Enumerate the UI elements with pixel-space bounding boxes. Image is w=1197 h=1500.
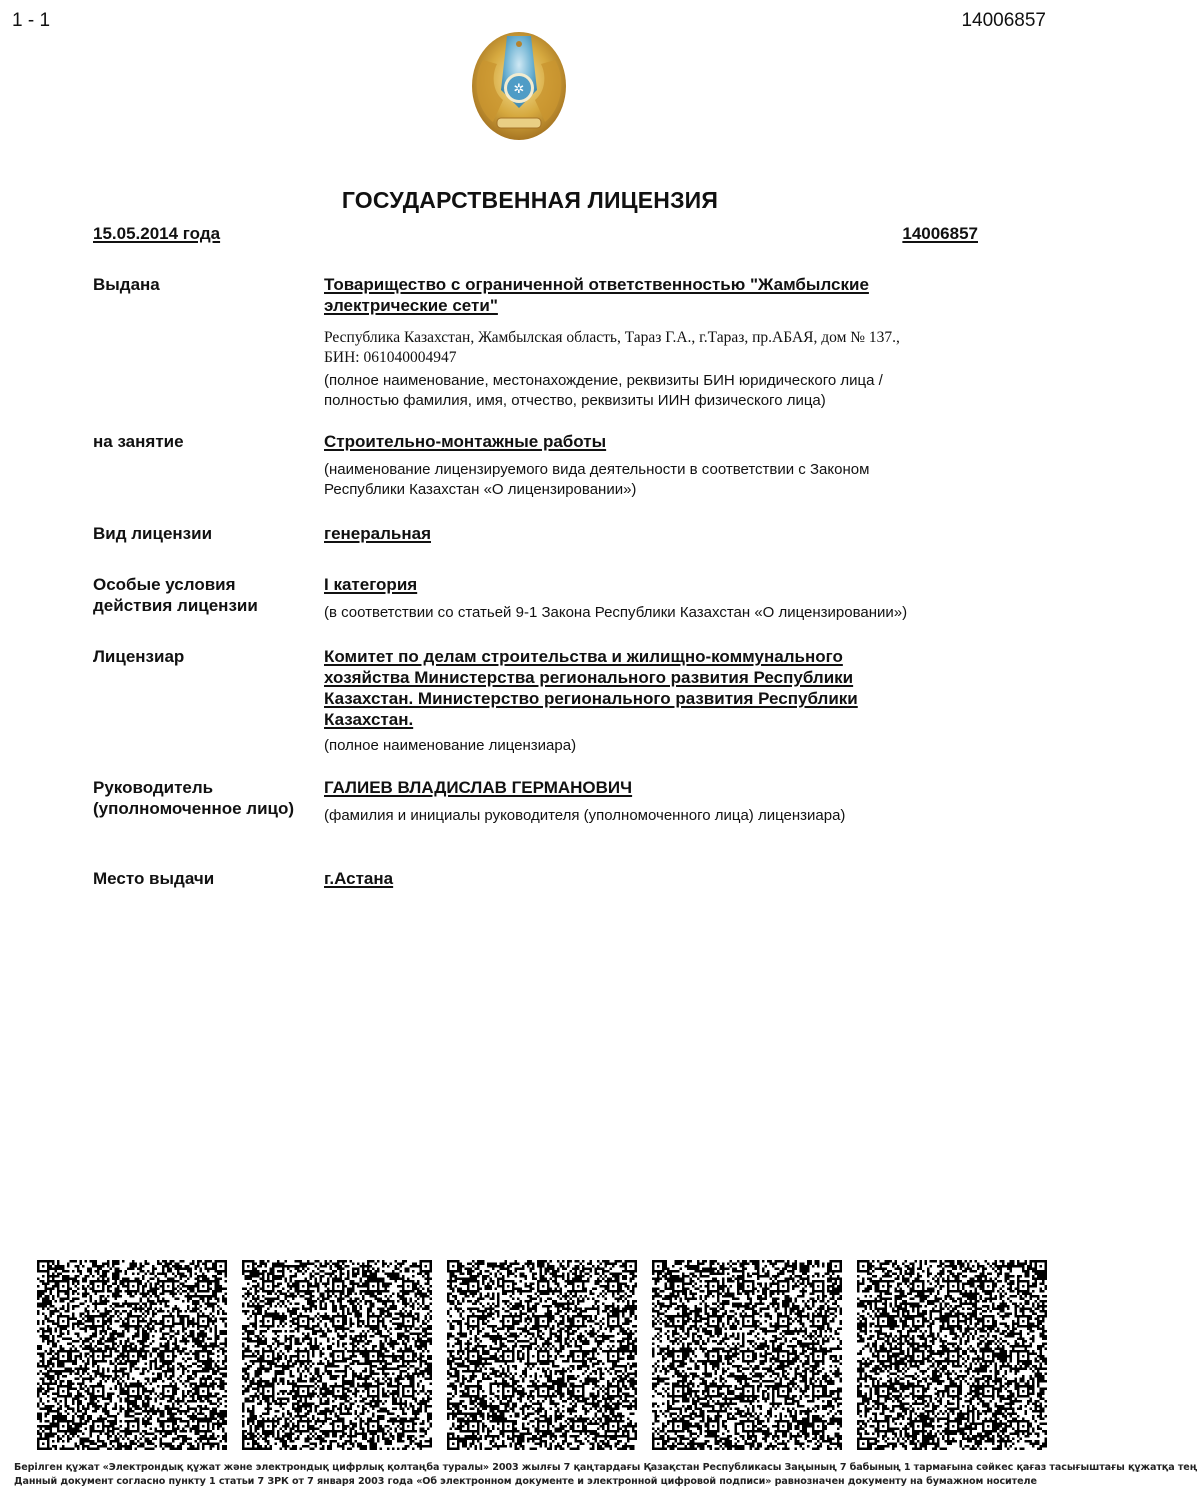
qr-finder-marker (402, 1350, 415, 1363)
qr-finder-marker (127, 1350, 140, 1363)
qr-finder-marker (127, 1280, 140, 1293)
license-type-label: Вид лицензии (93, 524, 213, 543)
qr-finder-marker (572, 1385, 585, 1398)
qr-finder-marker (92, 1280, 105, 1293)
qr-finder-marker (467, 1420, 480, 1433)
issued-to-address (324, 328, 1004, 368)
qr-finder-marker (812, 1350, 825, 1363)
qr-finder-marker (297, 1350, 310, 1363)
place-label: Место выдачи (93, 869, 215, 888)
qr-code-3 (447, 1260, 637, 1450)
qr-finder-marker (912, 1315, 925, 1328)
qr-finder-marker (652, 1260, 665, 1273)
head-label-line-2: (уполномоченное лицо) (93, 799, 295, 818)
qr-finder-marker (777, 1385, 790, 1398)
qr-finder-marker (262, 1420, 275, 1433)
qr-finder-marker (912, 1350, 925, 1363)
head-label-line-1: Руководитель (93, 778, 214, 797)
licensor-label: Лицензиар (93, 647, 185, 666)
activity-note-line-2: Республики Казахстан «О лицензировании») (324, 481, 637, 498)
qr-finder-marker (402, 1315, 415, 1328)
qr-finder-marker (92, 1420, 105, 1433)
qr-finder-marker (402, 1280, 415, 1293)
qr-finder-marker (197, 1350, 210, 1363)
qr-code-5 (857, 1260, 1047, 1450)
qr-finder-marker (947, 1315, 960, 1328)
qr-finder-marker (57, 1315, 70, 1328)
qr-code-1 (37, 1260, 227, 1450)
qr-finder-marker (625, 1260, 638, 1273)
qr-finder-marker (127, 1315, 140, 1328)
qr-finder-marker (467, 1315, 480, 1328)
qr-finder-marker (812, 1280, 825, 1293)
qr-finder-marker (297, 1385, 310, 1398)
qr-finder-marker (572, 1315, 585, 1328)
qr-finder-marker (57, 1350, 70, 1363)
legal-footer (14, 1461, 1197, 1489)
qr-finder-marker (572, 1420, 585, 1433)
qr-code-4 (652, 1260, 842, 1450)
qr-finder-marker (502, 1350, 515, 1363)
qr-finder-marker (37, 1438, 50, 1451)
qr-finder-marker (707, 1385, 720, 1398)
qr-finder-marker (242, 1438, 255, 1451)
qr-finder-marker (262, 1280, 275, 1293)
qr-finder-marker (982, 1385, 995, 1398)
qr-finder-marker (777, 1280, 790, 1293)
head-note: (фамилия и инициалы руководителя (уполномоченного лица) лицензиара) (324, 807, 846, 824)
licensor-line-3: Казахстан. Министерство регионального развития Республики (324, 689, 858, 708)
license-type-value: генеральная (324, 524, 431, 543)
qr-finder-marker (402, 1420, 415, 1433)
qr-finder-marker (537, 1350, 550, 1363)
qr-finder-marker (502, 1280, 515, 1293)
qr-finder-marker (57, 1280, 70, 1293)
qr-finder-marker (162, 1280, 175, 1293)
qr-code-row (37, 1260, 1047, 1450)
special-conditions-note: (в соответствии со статьей 9-1 Закона Республики Казахстан «О лицензировании») (324, 604, 908, 621)
qr-finder-marker (877, 1385, 890, 1398)
qr-finder-marker (857, 1260, 870, 1273)
address-line-2: БИН: 061040004947 (324, 349, 457, 366)
special-conditions-value: I категория (324, 575, 418, 594)
qr-finder-marker (537, 1385, 550, 1398)
qr-finder-marker (607, 1315, 620, 1328)
qr-finder-marker (742, 1420, 755, 1433)
qr-finder-marker (707, 1315, 720, 1328)
issued-to-line-1: Товарищество с ограниченной ответственностью "Жамбылские (324, 275, 869, 294)
licensor-line-2: хозяйства Министерства регионального развития Республики (324, 668, 854, 687)
special-conditions-label-line-2: действия лицензии (93, 596, 258, 615)
qr-finder-marker (912, 1420, 925, 1433)
qr-finder-marker (57, 1420, 70, 1433)
qr-finder-marker (607, 1385, 620, 1398)
qr-finder-marker (947, 1350, 960, 1363)
qr-finder-marker (367, 1385, 380, 1398)
qr-finder-marker (947, 1385, 960, 1398)
address-line-1: Республика Казахстан, Жамбылская область, Тараз Г.А., г.Тараз, пр.АБАЯ, дом № 137., (324, 329, 900, 346)
qr-finder-marker (502, 1420, 515, 1433)
qr-finder-marker (502, 1385, 515, 1398)
qr-finder-marker (982, 1280, 995, 1293)
qr-finder-marker (857, 1438, 870, 1451)
qr-finder-marker (332, 1280, 345, 1293)
special-conditions-label (93, 574, 258, 616)
qr-finder-marker (502, 1315, 515, 1328)
qr-finder-marker (982, 1420, 995, 1433)
qr-code-2 (242, 1260, 432, 1450)
page-index: 1 - 1 (12, 10, 51, 31)
qr-finder-marker (742, 1280, 755, 1293)
qr-finder-marker (877, 1315, 890, 1328)
qr-finder-marker (297, 1420, 310, 1433)
license-number: 14006857 (902, 224, 978, 243)
issued-to-note-line-1: (полное наименование, местонахождение, реквизиты БИН юридического лица / (324, 372, 883, 389)
qr-finder-marker (912, 1280, 925, 1293)
qr-finder-marker (127, 1420, 140, 1433)
qr-finder-marker (197, 1420, 210, 1433)
qr-finder-marker (332, 1385, 345, 1398)
qr-finder-marker (777, 1315, 790, 1328)
qr-finder-marker (37, 1260, 50, 1273)
qr-finder-marker (297, 1315, 310, 1328)
activity-label: на занятие (93, 432, 184, 451)
activity-value: Строительно-монтажные работы (324, 432, 607, 451)
footer-line-ru: Данный документ согласно пункту 1 статьи 7 ЗРК от 7 января 2003 года «Об электронном документе и электронной цифровой подписи» равнозначен документу на бумажном носителе (14, 1476, 1037, 1487)
qr-finder-marker (92, 1315, 105, 1328)
qr-finder-marker (447, 1260, 460, 1273)
qr-finder-marker (297, 1280, 310, 1293)
qr-finder-marker (197, 1315, 210, 1328)
qr-finder-marker (707, 1420, 720, 1433)
qr-finder-marker (877, 1350, 890, 1363)
qr-finder-marker (537, 1280, 550, 1293)
state-emblem-icon (463, 30, 575, 142)
qr-finder-marker (197, 1385, 210, 1398)
qr-finder-marker (332, 1420, 345, 1433)
document-title: ГОСУДАРСТВЕННАЯ ЛИЦЕНЗИЯ (341, 187, 719, 213)
qr-finder-marker (467, 1385, 480, 1398)
qr-finder-marker (162, 1315, 175, 1328)
qr-finder-marker (607, 1280, 620, 1293)
qr-finder-marker (262, 1385, 275, 1398)
qr-finder-marker (1017, 1385, 1030, 1398)
qr-finder-marker (467, 1350, 480, 1363)
qr-finder-marker (215, 1260, 228, 1273)
qr-finder-marker (1035, 1260, 1048, 1273)
qr-finder-marker (947, 1280, 960, 1293)
qr-finder-marker (877, 1420, 890, 1433)
head-label (93, 777, 294, 819)
qr-finder-marker (1017, 1350, 1030, 1363)
qr-finder-marker (262, 1315, 275, 1328)
activity-note-line-1: (наименование лицензируемого вида деятельности в соответствии с Законом (324, 461, 870, 478)
qr-finder-marker (537, 1315, 550, 1328)
qr-finder-marker (162, 1420, 175, 1433)
qr-finder-marker (537, 1420, 550, 1433)
qr-finder-marker (812, 1385, 825, 1398)
qr-finder-marker (982, 1350, 995, 1363)
qr-finder-marker (912, 1385, 925, 1398)
qr-finder-marker (572, 1280, 585, 1293)
qr-finder-marker (652, 1438, 665, 1451)
footer-line-kz: Берілген құжат «Электрондық құжат және электрондық цифрлық қолтаңба туралы» 2003 жылғы 7 қаңтардағы Қазақстан Республикасы Заңының 7 бабының 1 тармағына сәйкес қағаз тасығыштағы құжатқа тең (14, 1462, 1197, 1473)
qr-finder-marker (162, 1385, 175, 1398)
qr-finder-marker (672, 1280, 685, 1293)
qr-finder-marker (447, 1438, 460, 1451)
head-value: ГАЛИЕВ ВЛАДИСЛАВ ГЕРМАНОВИЧ (324, 778, 633, 797)
qr-finder-marker (742, 1315, 755, 1328)
svg-text:✲: ✲ (513, 82, 525, 97)
qr-finder-marker (1017, 1280, 1030, 1293)
qr-finder-marker (947, 1420, 960, 1433)
qr-finder-marker (242, 1260, 255, 1273)
licensor-value (324, 646, 984, 730)
qr-finder-marker (777, 1350, 790, 1363)
qr-finder-marker (812, 1315, 825, 1328)
qr-finder-marker (197, 1280, 210, 1293)
qr-finder-marker (877, 1280, 890, 1293)
qr-finder-marker (332, 1315, 345, 1328)
qr-finder-marker (982, 1315, 995, 1328)
issue-date: 15.05.2014 года (93, 224, 221, 243)
issued-to-label: Выдана (93, 275, 160, 294)
licensor-line-4: Казахстан. (324, 710, 414, 729)
issued-to-value (324, 274, 984, 316)
licensor-note: (полное наименование лицензиара) (324, 737, 577, 754)
qr-finder-marker (92, 1385, 105, 1398)
qr-finder-marker (367, 1350, 380, 1363)
qr-finder-marker (420, 1260, 433, 1273)
qr-finder-marker (1017, 1315, 1030, 1328)
qr-finder-marker (672, 1420, 685, 1433)
qr-finder-marker (830, 1260, 843, 1273)
qr-finder-marker (367, 1280, 380, 1293)
qr-finder-marker (672, 1350, 685, 1363)
licensor-line-1: Комитет по делам строительства и жилищно-коммунального (324, 647, 843, 666)
qr-finder-marker (742, 1350, 755, 1363)
qr-finder-marker (742, 1385, 755, 1398)
activity-note (324, 460, 1004, 500)
qr-finder-marker (672, 1385, 685, 1398)
qr-finder-marker (367, 1420, 380, 1433)
qr-finder-marker (1017, 1420, 1030, 1433)
place-value: г.Астана (324, 869, 394, 888)
issued-to-line-2: электрические сети" (324, 296, 498, 315)
special-conditions-label-line-1: Особые условия (93, 575, 236, 594)
qr-finder-marker (162, 1350, 175, 1363)
qr-finder-marker (57, 1385, 70, 1398)
qr-finder-marker (777, 1420, 790, 1433)
qr-finder-marker (707, 1280, 720, 1293)
qr-finder-marker (127, 1385, 140, 1398)
qr-finder-marker (572, 1350, 585, 1363)
qr-finder-marker (707, 1350, 720, 1363)
issued-to-note (324, 371, 1004, 411)
qr-finder-marker (262, 1350, 275, 1363)
qr-finder-marker (812, 1420, 825, 1433)
qr-finder-marker (607, 1350, 620, 1363)
qr-finder-marker (92, 1350, 105, 1363)
qr-finder-marker (402, 1385, 415, 1398)
qr-finder-marker (607, 1420, 620, 1433)
qr-finder-marker (467, 1280, 480, 1293)
qr-finder-marker (367, 1315, 380, 1328)
page-number: 14006857 (961, 10, 1046, 31)
issued-to-note-line-2: полностью фамилия, имя, отчество, реквизиты ИИН физического лица) (324, 392, 826, 409)
qr-finder-marker (332, 1350, 345, 1363)
qr-finder-marker (672, 1315, 685, 1328)
